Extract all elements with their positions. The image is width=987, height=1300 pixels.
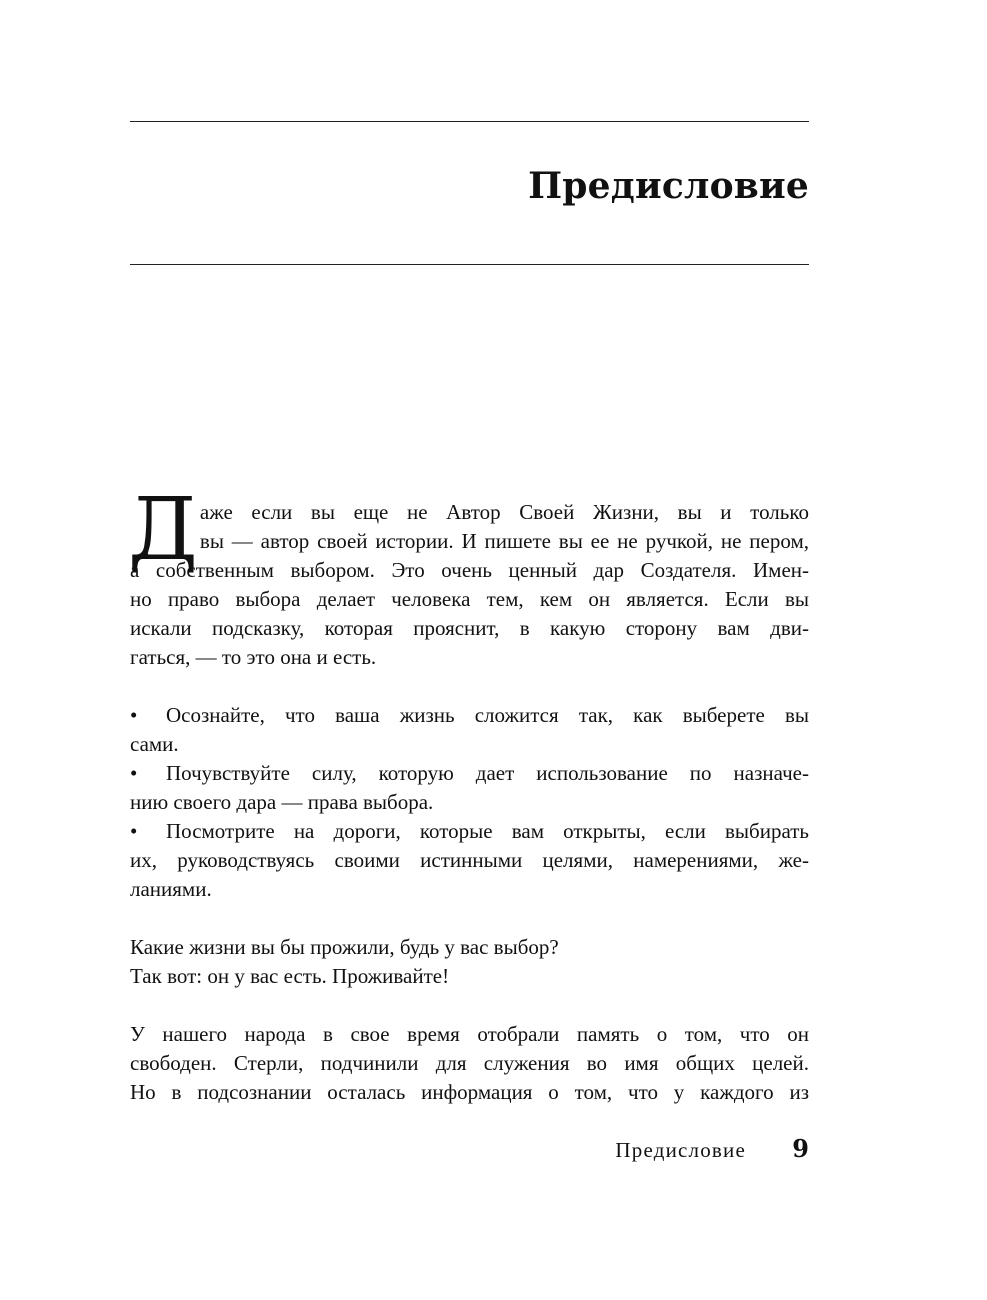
question-line: Какие жизни вы бы прожили, будь у вас выбор?: [130, 935, 559, 959]
chapter-title: Предисловие: [528, 165, 809, 207]
bullet-item: [130, 759, 809, 817]
bullet-list: [130, 701, 809, 904]
question-line: Так вот: он у вас есть. Проживайте!: [130, 964, 450, 988]
bottom-rule: [130, 264, 809, 265]
page-footer: [130, 1134, 809, 1168]
bullet-icon: •: [130, 761, 138, 785]
intro-paragraph: [128, 480, 809, 672]
top-rule: [130, 121, 809, 122]
closing-line: У нашего народа в свое время отобрали память о том, что он: [130, 1022, 809, 1046]
closing-line: свободен. Стерли, подчинили для служения во имя общих целей.: [130, 1051, 809, 1075]
questions-paragraph: [130, 933, 809, 991]
paragraph-gap: [130, 672, 809, 701]
intro-line: вы — автор своей истории. И пишете вы ее не ручкой, не пером,: [199, 529, 809, 553]
running-head: Предисловие: [615, 1138, 746, 1162]
intro-line: аже если вы еще не Автор Своей Жизни, вы и только: [199, 500, 809, 524]
bullet-item: [130, 817, 809, 904]
bullet-line: [130, 701, 809, 730]
bullet-text: Осознайте, что ваша жизнь сложится так, как выберете вы: [166, 703, 809, 727]
bullet-icon: •: [130, 819, 138, 843]
bullet-line: их, руководствуясь своими истинными целями, намерениями, же-: [130, 848, 809, 872]
bullet-line: ланиями.: [130, 877, 212, 901]
body-text: [128, 480, 809, 1107]
intro-line: а собственным выбором. Это очень ценный дар Создателя. Имен-: [130, 558, 809, 582]
bullet-item: [130, 701, 809, 759]
bullet-line: [130, 817, 809, 846]
paragraph-gap: [130, 991, 809, 1020]
closing-paragraph: [130, 1020, 809, 1107]
closing-line: Но в подсознании осталась информация о том, что у каждого из: [130, 1080, 809, 1104]
bullet-line: сами.: [130, 732, 179, 756]
intro-line: гаться, — то это она и есть.: [130, 645, 377, 669]
drop-cap: Д: [128, 480, 198, 580]
intro-line: но право выбора делает человека тем, кем он является. Если вы: [130, 587, 809, 611]
bullet-text: Почувствуйте силу, которую дает использование по назначе-: [166, 761, 809, 785]
bullet-text: Посмотрите на дороги, которые вам открыты, если выбирать: [166, 819, 809, 843]
bullet-icon: •: [130, 703, 138, 727]
paragraph-gap: [130, 904, 809, 933]
bullet-line: [130, 759, 809, 788]
bullet-line: нию своего дара — права выбора.: [130, 790, 434, 814]
page-number: 9: [792, 1134, 809, 1163]
intro-line: искали подсказку, которая прояснит, в какую сторону вам дви-: [130, 616, 809, 640]
